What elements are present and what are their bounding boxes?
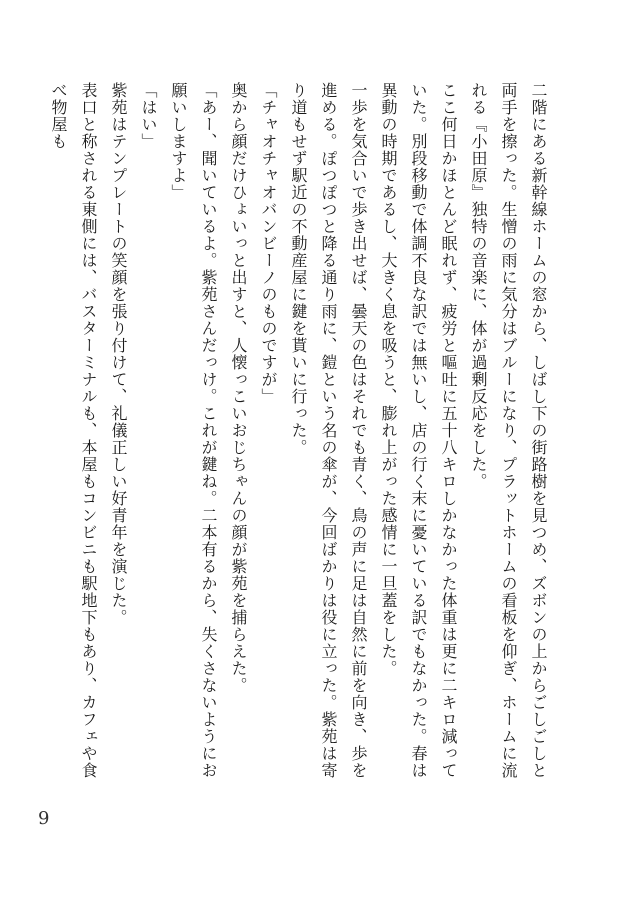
paragraph-6: 「あー、聞いているよ。紫苑さんだっけ。これが鍵ね。二本有るから、失くさないようにお願いしますよ」	[169, 82, 218, 779]
paragraph-2: ここ何日かほとんど眠れず、疲労と嘔吐に五十八キロしかなかった体重は更に二キロ減っていた。別段移動で体調不良な訳では無いし、店の行く末に憂いている訳でもなかった。春は異動の時期であるし、大きく息を吸うと、膨れ上がった感情に一旦蓋をした。	[379, 82, 458, 779]
paragraph-9: 表口と称される東側には、バスターミナルも、本屋もコンビニも駅地下もあり、カフェや食べ物屋も	[49, 82, 98, 779]
paragraph-7: 「はい」	[139, 82, 158, 150]
page-number: 9	[38, 808, 50, 829]
paragraph-8: 紫苑はテンプレートの笑顔を張り付けて、礼儀正しい好青年を演じた。	[109, 82, 128, 626]
vertical-text-body	[43, 82, 553, 782]
paragraph-1: 二階にある新幹線ホームの窓から、しばし下の街路樹を見つめ、ズボンの上からごしごしと両手を擦った。生憎の雨に気分はブルーになり、プラットホームの看板を仰ぎ、ホームに流れる『小田原』独特の音楽に、体が過剰反応をした。	[469, 82, 548, 779]
paragraph-3: 一歩を気合いで歩き出せば、曇天の色はそれでも青く、鳥の声に足は自然に前を向き、歩を進める。ぽつぽつと降る通り雨に、鎧という名の傘が、今回ばかりは役に立った。紫苑は寄り道もせず駅近の不動産屋に鍵を貰いに行った。	[289, 82, 368, 779]
paragraph-5: 奥から顔だけひょいっと出すと、人懐っこいおじちゃんの顔が紫苑を捕らえた。	[229, 82, 248, 694]
paragraph-4: 「チャオチャオバンビーノのものですが」	[259, 82, 278, 405]
